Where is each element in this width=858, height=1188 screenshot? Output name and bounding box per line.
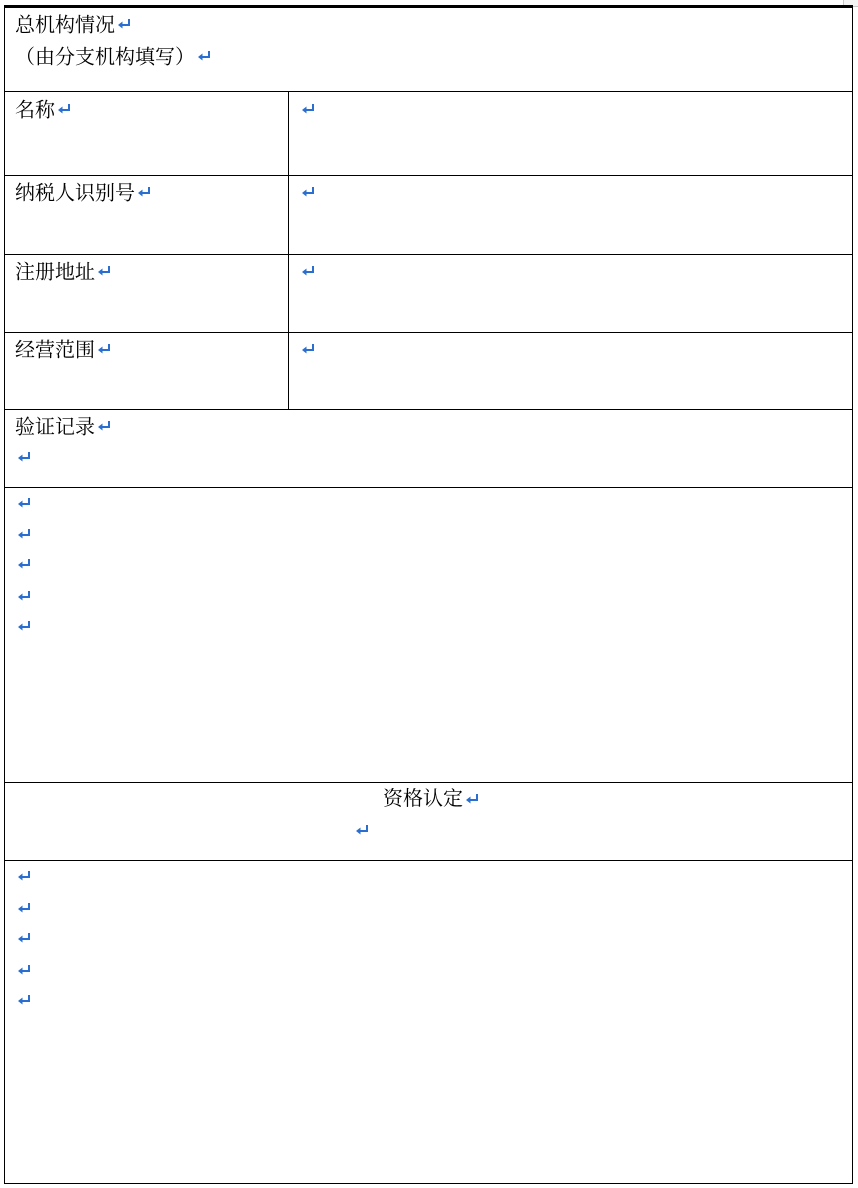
paragraph-mark-icon (17, 868, 32, 881)
field-label-cell (5, 176, 289, 254)
paragraph-mark-icon (117, 18, 132, 31)
field-value-line (299, 179, 316, 205)
paragraph-mark-icon (17, 495, 32, 508)
paragraph-mark-icon (17, 618, 32, 631)
paragraph-mark-icon (137, 186, 152, 199)
paragraph-mark-icon (301, 265, 316, 278)
field-label-registered-address: 注册地址 (15, 259, 95, 284)
field-label-cell (5, 92, 289, 175)
overview-row (5, 8, 852, 92)
verification-heading-row (5, 410, 852, 488)
paragraph-mark-icon (301, 343, 316, 356)
paragraph-mark-icon (17, 526, 32, 539)
field-value-name[interactable] (289, 92, 852, 175)
field-row-name (5, 92, 852, 176)
qualification-title-line (5, 786, 852, 810)
qualification-title: 资格认定 (383, 786, 463, 810)
verification-title: 验证记录 (15, 414, 95, 439)
paragraph-mark-icon (97, 265, 112, 278)
paragraph-mark-icon (97, 420, 112, 433)
paragraph-mark-icon (301, 186, 316, 199)
field-label-cell (5, 333, 289, 409)
verification-title-line (15, 413, 112, 439)
qualification-body[interactable] (5, 861, 852, 1183)
verification-body[interactable] (5, 488, 852, 783)
field-value-taxpayer-id[interactable] (289, 176, 852, 254)
field-value-line (299, 336, 316, 362)
field-value-line (299, 96, 316, 122)
paragraph-mark-icon (197, 50, 212, 63)
field-label-cell (5, 255, 289, 332)
paragraph-mark-icon (465, 793, 480, 806)
field-label-line (15, 258, 112, 284)
paragraph-mark-icon (301, 103, 316, 116)
paragraph-mark-icon (17, 588, 32, 601)
field-value-line (299, 258, 316, 284)
paragraph-mark-icon (17, 992, 32, 1005)
overview-title-line (15, 11, 132, 37)
paragraph-mark-icon (17, 930, 32, 943)
field-value-business-scope[interactable] (289, 333, 852, 409)
qualification-heading-row (5, 783, 852, 861)
paragraph-mark-icon (17, 962, 32, 975)
paragraph-mark-icon (97, 343, 112, 356)
overview-title: 总机构情况 (15, 12, 115, 37)
paragraph-mark-icon (355, 822, 370, 835)
field-row-registered-address (5, 255, 852, 333)
overview-subtitle-line (15, 43, 212, 69)
field-label-line (15, 336, 112, 362)
field-row-business-scope (5, 333, 852, 410)
paragraph-mark-icon (17, 900, 32, 913)
field-value-registered-address[interactable] (289, 255, 852, 332)
field-label-taxpayer-id: 纳税人识别号 (15, 180, 135, 205)
field-label-business-scope: 经营范围 (15, 337, 95, 362)
paragraph-mark-icon (17, 449, 32, 462)
field-label-line (15, 96, 72, 122)
paragraph-mark-icon (17, 556, 32, 569)
field-row-taxpayer-id (5, 176, 852, 255)
overview-subtitle: （由分支机构填写） (15, 44, 195, 69)
paragraph-mark-icon (57, 103, 72, 116)
field-label-line (15, 179, 152, 205)
field-label-name: 名称 (15, 97, 55, 122)
branch-registration-form (4, 5, 853, 1184)
